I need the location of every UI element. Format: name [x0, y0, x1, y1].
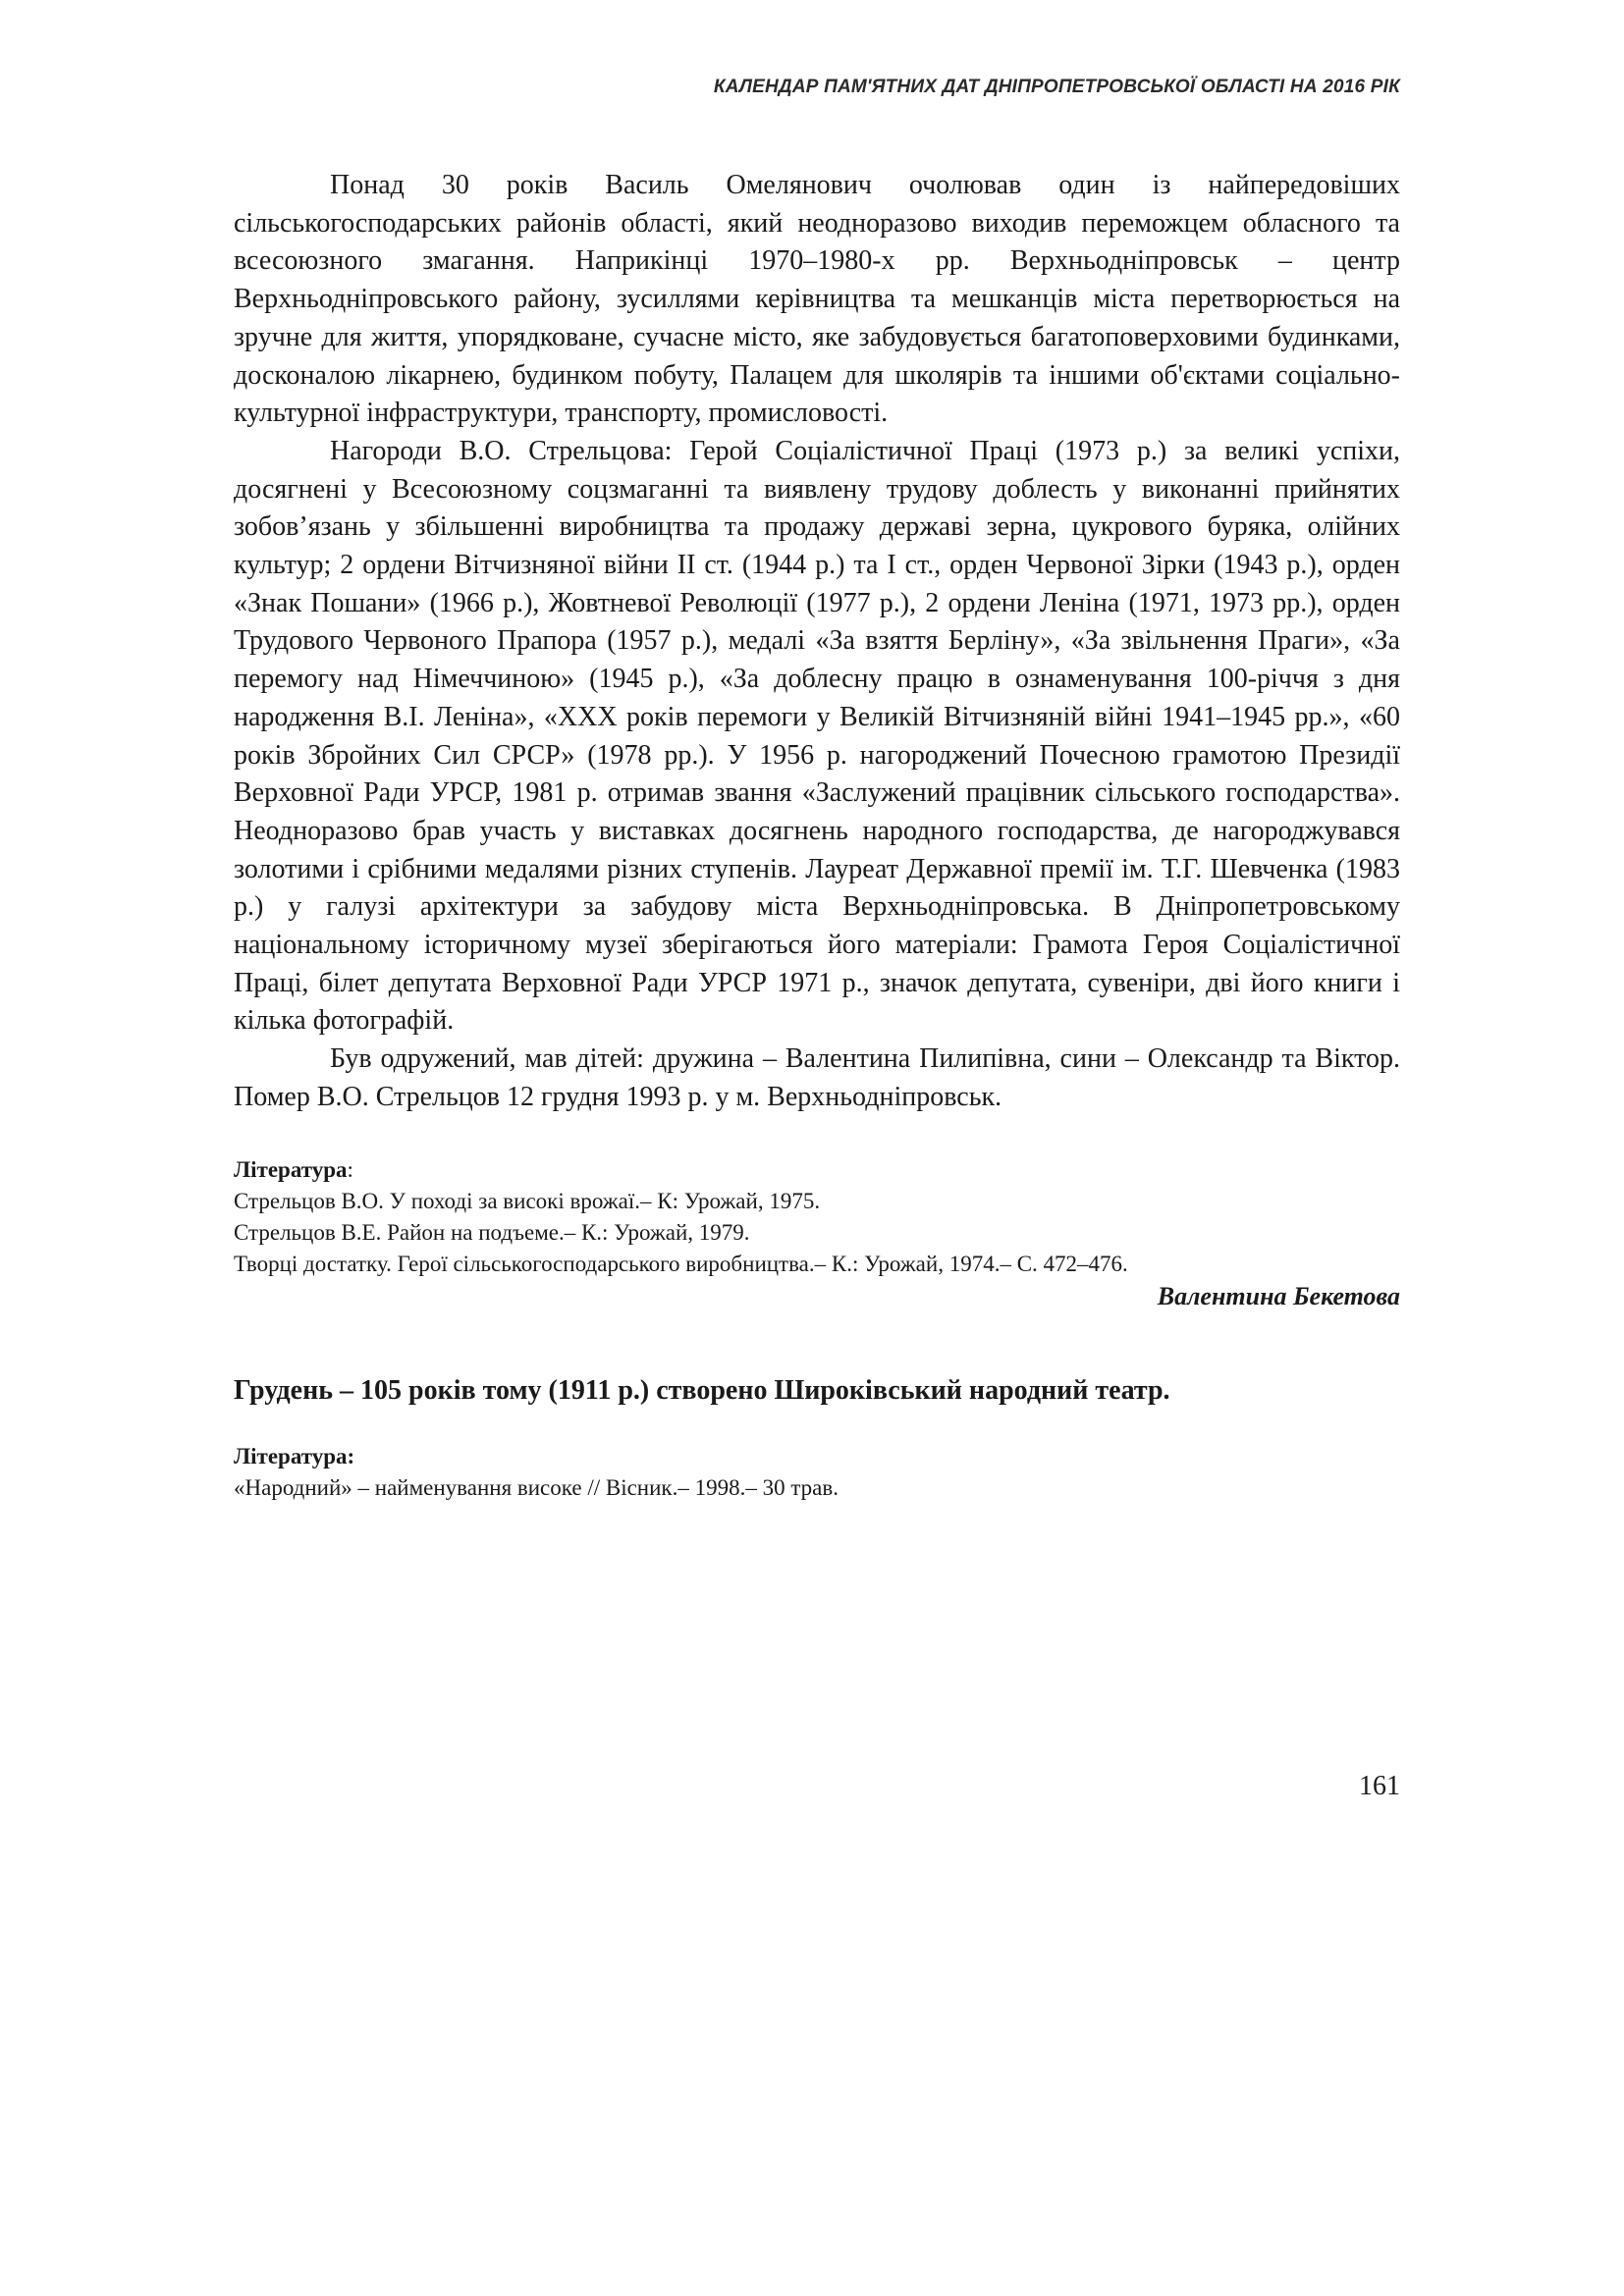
paragraph: Був одружений, мав дітей: дружина – Валентина Пилипівна, сини – Олександр та Віктор. Помер В.О. Стрельцов 12 грудня 1993 р. у м. Верхньодніпровськ. [234, 1043, 1400, 1112]
literature-heading-line [234, 1154, 1400, 1186]
article-author: Валентина Бекетова [1157, 1281, 1400, 1310]
paragraph: Нагороди В.О. Стрельцова: Герой Соціалістичної Праці (1973 р.) за великі успіхи, досягнені у Всесоюзному соцзмаганні та виявлену трудову доблесть у виконанні прийнятих зобов’язань у збільшенні виробництва та продажу державі зерна, цукрового буряка, олійних культур; 2 ордени Вітчизняної війни ІІ ст. (1944 р.) та І ст., орден Червоної Зірки (1943 р.), орден «Знак Пошани» (1966 р.), Жовтневої Революції (1977 р.), 2 ордени Леніна (1971, 1973 рр.), орден Трудового Червоного Прапора (1957 р.), медалі «За взяття Берліну», «За звільнення Праги», «За перемогу над Німеччиною» (1945 р.), «За доблесну працю в ознаменування 100-річчя з дня народження В.І. Леніна», «ХХХ років перемоги у Великій Вітчизняній війні 1941–1945 рр.», «60 років Збройних Сил СРСР» (1978 рр.). У 1956 р. нагороджений Почесною грамотою Президії Верховної Ради УРСР, 1981 р. отримав звання «Заслужений працівник сільського господарства». Неодноразово брав участь у виставках досягнень народного господарства, де нагороджувався золотими і срібними медалями різних ступенів. Лауреат Державної премії ім. Т.Г. Шевченка (1983 р.) у галузі архітектури за забудову міста Верхньодніпровська. В Дніпропетровському національному історичному музеї зберігаються його матеріали: Грамота Героя Соціалістичної Праці, білет депутата Верховної Ради УРСР 1971 р., значок депутата, сувеніри, дві його книги і кілька фотографій. [234, 435, 1400, 1037]
running-header: КАЛЕНДАР ПАМ'ЯТНИХ ДАТ ДНІПРОПЕТРОВСЬКОЇ ОБЛАСТІ НА 2016 РІК [713, 77, 1400, 97]
literature-heading-colon: : [347, 1156, 353, 1182]
literature-heading-2: Література: [234, 1443, 355, 1468]
article-body [234, 167, 1400, 1117]
literature-item: «Народний» – найменування високе // Вісник.– 1998.– 30 трав. [234, 1474, 839, 1500]
literature-heading: Література [234, 1156, 348, 1182]
literature-item: Стрельцов В.О. У поході за високі врожаї.– К: Урожай, 1975. [234, 1188, 821, 1213]
literature-item: Стрельцов В.Е. Район на подъеме.– К.: Урожай, 1979. [234, 1219, 750, 1245]
literature-section [234, 1154, 1400, 1280]
page-number: 161 [1359, 1771, 1400, 1801]
section-heading: Грудень – 105 років тому (1911 р.) створено Широківський народний театр. [234, 1374, 1170, 1406]
literature-item: Творці достатку. Герої сільськогосподарського виробництва.– К.: Урожай, 1974.– С. 472–476. [234, 1251, 1128, 1276]
paragraph: Понад 30 років Василь Омелянович очолював один із найпередовіших сільськогосподарських районів області, який неодноразово виходив переможцем обласного та всесоюзного змагання. Наприкінці 1970–1980-х рр. Верхньодніпровськ – центр Верхньодніпровського району, зусиллями керівництва та мешканців міста перетворюється на зручне для життя, упорядковане, сучасне місто, яке забудовується багатоповерховими будинками, досконалою лікарнею, будинком побуту, Палацем для школярів та іншими об'єктами соціально-культурної інфраструктури, транспорту, промисловості. [234, 170, 1400, 429]
literature-section-2 [234, 1441, 1400, 1504]
page-content [234, 167, 1400, 1504]
